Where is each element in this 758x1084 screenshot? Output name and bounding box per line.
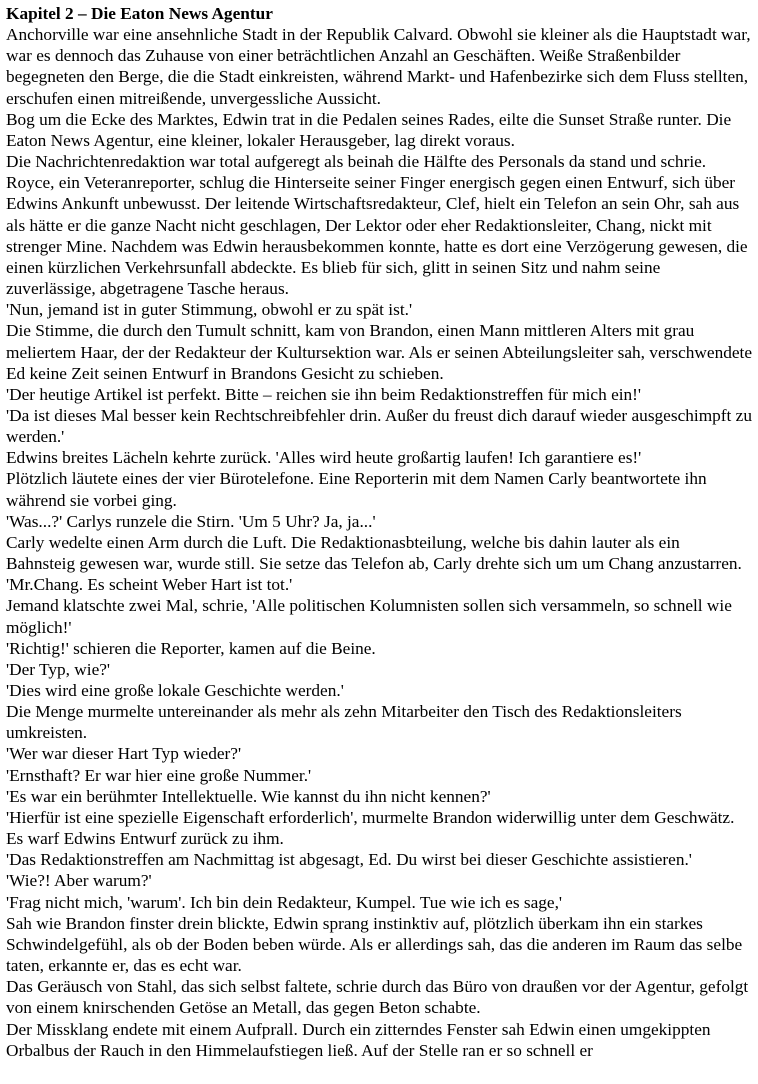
paragraph-dialogue: 'Der heutige Artikel ist perfekt. Bitte – reichen sie ihn beim Redaktionstreffen für mich ein!' xyxy=(6,384,642,404)
chapter-title: Kapitel 2 – Die Eaton News Agentur xyxy=(6,4,273,23)
paragraph-dialogue: 'Dies wird eine große lokale Geschichte werden.' xyxy=(6,681,344,700)
paragraph: Die Stimme, die durch den Tumult schnitt, kam von Brandon, einen Mann mittleren Alters mit grau meliertem Haar, der der Redakteur der Kultursektion war. Als er seinen Abteilungsleiter sah, verschwendete Ed keine Zeit seinen Entwurf in Brandons Gesicht zu schieben. xyxy=(6,321,752,383)
paragraph-dialogue: 'Das Redaktionstreffen am Nachmittag ist abgesagt, Ed. Du wirst bei dieser Geschichte assistieren.' xyxy=(6,850,692,870)
paragraph: Die Nachrichtenredaktion war total aufgeregt als beinah die Hälfte des Personals da stand und schrie. Royce, ein Veteranreporter, schlug die Hinterseite seiner Finger energisch gegen einen Entwurf, sich über Edwins Ankunft unbewusst. Der leitende Wirtschaftsredakteur, Clef, hielt ein Telefon an sein Ohr, sah aus als hätte er die ganze Nacht nicht geschlagen, Der Lektor oder eher Redaktionsleiter, Chang, nickt mit strenger Mine. Nachdem was Edwin herausbekommen konnte, hatte es dort eine Verzögerung gewesen, die einen kürzlichen Verkehrsunfall abdeckte. Es blieb für sich, glitt in seinen Sitz und nahm seine zuverlässige, abgetragene Tasche heraus. xyxy=(6,152,748,299)
paragraph-dialogue: 'Da ist dieses Mal besser kein Rechtschreibfehler drin. Außer du freust dich darauf wieder ausgeschimpft zu werden.' xyxy=(6,405,752,447)
paragraph-dialogue: 'Richtig!' schieren die Reporter, kamen auf die Beine. xyxy=(6,638,376,658)
paragraph: Das Geräusch von Stahl, das sich selbst faltete, schrie durch das Büro von draußen vor der Agentur, gefolgt von einem knirschenden Getöse an Metall, das gegen Beton schabte. xyxy=(6,977,749,1018)
paragraph: Der Missklang endete mit einem Aufprall. Durch ein zitterndes Fenster sah Edwin einen umgekippten Orbalbus der Rauch in den Himmelaufstiegen ließ. Auf der Stelle ran er so schnell er xyxy=(6,1019,711,1060)
paragraph-dialogue: 'Mr.Chang. Es scheint Weber Hart ist tot.' xyxy=(6,575,293,595)
paragraph: Jemand klatschte zwei Mal, schrie, 'Alle politischen Kolumnisten sollen sich versammeln, so schnell wie möglich!' xyxy=(6,596,732,637)
paragraph-dialogue: 'Nun, jemand ist in guter Stimmung, obwohl er zu spät ist.' xyxy=(6,300,413,320)
paragraph-dialogue: 'Wer war dieser Hart Typ wieder?' xyxy=(6,744,242,764)
paragraph-dialogue: 'Was...?' Carlys runzele die Stirn. 'Um 5 Uhr? Ja, ja...' xyxy=(6,511,376,531)
paragraph-dialogue: 'Es war ein berühmter Intellektuelle. Wie kannst du ihn nicht kennen?' xyxy=(6,786,491,806)
paragraph-dialogue: 'Ernsthaft? Er war hier eine große Nummer.' xyxy=(6,765,312,785)
paragraph-dialogue: 'Der Typ, wie?' xyxy=(6,659,111,679)
paragraph: Die Menge murmelte untereinander als mehr als zehn Mitarbeiter den Tisch des Redaktionsleiters umkreisten. xyxy=(6,702,682,743)
paragraph-dialogue: 'Frag nicht mich, 'warum'. Ich bin dein Redakteur, Kumpel. Tue wie ich es sage,' xyxy=(6,892,563,912)
paragraph: Plötzlich läutete eines der vier Bürotelefone. Eine Reporterin mit dem Namen Carly beantwortete ihn während sie vorbei ging. xyxy=(6,469,707,510)
paragraph: 'Hierfür ist eine spezielle Eigenschaft erforderlich', murmelte Brandon widerwillig unter dem Geschwätz. Es warf Edwins Entwurf zurück zu ihm. xyxy=(6,807,735,849)
paragraph-dialogue: 'Wie?! Aber warum?' xyxy=(6,871,152,891)
paragraph: Bog um die Ecke des Marktes, Edwin trat in die Pedalen seines Rades, eilte die Sunset Straße runter. Die Eaton News Agentur, eine kleiner, lokaler Herausgeber, lag direkt voraus. xyxy=(6,109,732,150)
paragraph: Sah wie Brandon finster drein blickte, Edwin sprang instinktiv auf, plötzlich überkam ihn ein starkes Schwindelgefühl, als ob der Boden beben würde. Als er allerdings sah, das die anderen im Raum das selbe taten, erkannte er, das es echt war. xyxy=(6,913,743,976)
paragraph: Edwins breites Lächeln kehrte zurück. 'Alles wird heute großartig laufen! Ich garantiere es!' xyxy=(6,448,642,468)
paragraph: Anchorville war eine ansehnliche Stadt in der Republik Calvard. Obwohl sie kleiner als die Hauptstadt war, war es dennoch das Zuhause von einer beträchtlichen Anzahl an Geschäften. Weiße Straßenbilder begegneten den Berge, die die Stadt einkreisten, während Markt- und Hafenbezirke sich dem Fluss stellten, erschufen einen mitreißende, unvergessliche Aussicht. xyxy=(6,25,751,108)
paragraph: Carly wedelte einen Arm durch die Luft. Die Redaktionasbteilung, welche bis dahin lauter als ein Bahnsteig gewesen war, wurde still. Sie setze das Telefon ab, Carly drehte sich um um Chang anzustarren. xyxy=(6,532,742,574)
